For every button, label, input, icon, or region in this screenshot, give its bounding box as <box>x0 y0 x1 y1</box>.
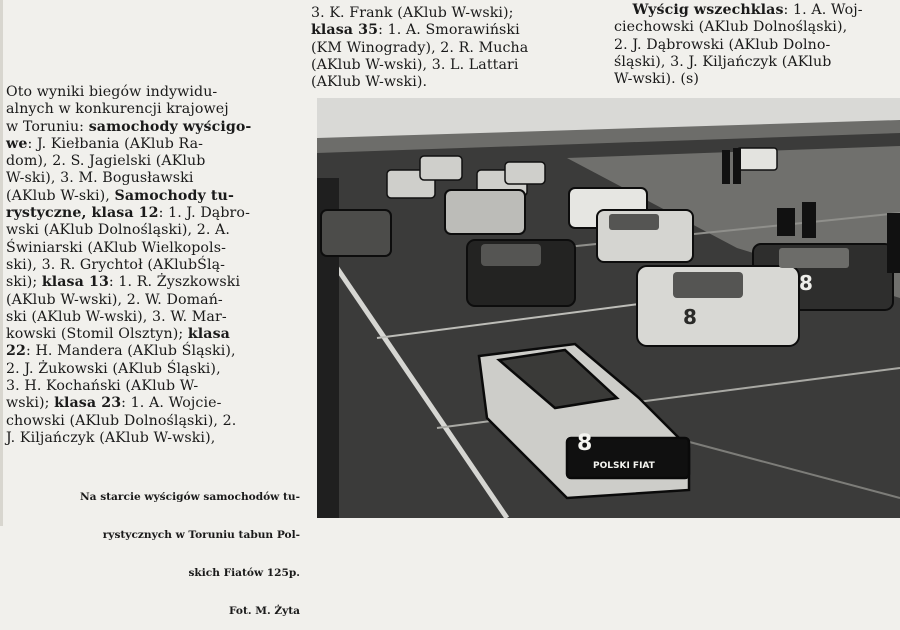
article-line <box>6 274 251 291</box>
text-run: : 1. R. Żyszkowski <box>108 274 241 291</box>
text-run: chowski (AKlub Dolnośląski), 2. <box>6 412 237 429</box>
text-run: wski); <box>6 395 55 412</box>
bold-text: klasa 35 <box>311 22 379 39</box>
text-run: śląski), 3. J. Kiljańczyk (AKlub <box>614 53 832 70</box>
article-line <box>6 136 251 153</box>
article-line <box>6 153 251 170</box>
text-run <box>614 2 632 18</box>
text-run: : 1. A. Smorawiński <box>378 22 520 39</box>
text-run: dom), 2. S. Jagielski (AKlub <box>6 153 206 170</box>
text-run: (KM Winogrady), 2. R. Mucha <box>311 39 529 56</box>
text-run: : H. Mandera (AKlub Śląski), <box>25 343 236 360</box>
article-line <box>311 22 528 39</box>
bold-text: klasa 13 <box>41 274 109 291</box>
text-run: ski (AKlub W-wski), 3. W. Mar- <box>6 308 227 325</box>
bold-text: Wyścig wszechklas <box>632 2 784 18</box>
text-run: 3. H. Kochański (AKlub W- <box>6 378 199 395</box>
bold-text: rystyczne, klasa 12 <box>6 205 159 222</box>
scan-edge <box>0 0 3 526</box>
article-line <box>6 343 251 360</box>
text-run: J. Kiljańczyk (AKlub W-wski), <box>6 429 216 446</box>
text-run: ciechowski (AKlub Dolnośląski), <box>614 19 848 36</box>
article-line <box>311 40 528 57</box>
caption-line: Na starcie wyścigów samochodów tu- <box>79 491 300 504</box>
article-line <box>6 222 251 239</box>
text-run: (AKlub W-wski), 2. W. Domań- <box>6 291 223 308</box>
text-run: W-wski). (s) <box>614 71 700 88</box>
article-line <box>311 5 528 22</box>
article-line <box>614 54 863 71</box>
article-right-column <box>614 2 863 88</box>
text-run: w Toruniu: <box>6 118 89 135</box>
text-run: ski), 3. R. Grychtoł (AKlubŚlą- <box>6 256 226 273</box>
bold-text: Samochody tu- <box>114 187 234 204</box>
article-line <box>6 101 251 118</box>
article-left-column <box>6 84 251 447</box>
article-line <box>6 170 251 187</box>
article-line <box>6 413 251 430</box>
text-run: wski (AKlub Dolnośląski), 2. A. <box>6 222 230 239</box>
car-number: 8 <box>577 431 593 456</box>
text-run: : 1. A. Wojcie- <box>121 395 222 412</box>
bold-text: 22 <box>6 343 26 360</box>
article-line <box>311 74 528 91</box>
text-run: alnych w konkurencji krajowej <box>6 101 229 118</box>
article-line <box>614 71 863 88</box>
caption-line: skich Fiatów 125p. <box>188 566 300 579</box>
article-line <box>311 57 528 74</box>
article-line <box>6 326 251 343</box>
text-run: : 1. J. Dąbro- <box>158 205 250 222</box>
article-line <box>6 84 251 101</box>
text-run: 2. J. Dąbrowski (AKlub Dolno- <box>614 36 831 53</box>
article-line <box>614 37 863 54</box>
article-line <box>6 378 251 395</box>
text-run: Świniarski (AKlub Wielkopols- <box>6 239 226 256</box>
bold-text: we <box>6 135 28 152</box>
race-start-photo <box>317 98 900 518</box>
article-line <box>614 19 863 36</box>
text-run: : J. Kiełbania (AKlub Ra- <box>27 135 204 152</box>
text-run: W-ski), 3. M. Bogusławski <box>6 170 194 187</box>
text-run: : 1. A. Woj- <box>783 2 863 18</box>
bold-text: klasa <box>187 326 230 343</box>
article-line <box>6 119 251 136</box>
text-run: (AKlub W-ski), <box>6 187 115 204</box>
text-run: 3. K. Frank (AKlub W-wski); <box>311 5 514 21</box>
article-line <box>614 2 863 19</box>
text-run: 2. J. Żukowski (AKlub Śląski), <box>6 360 221 377</box>
article-line <box>6 430 251 447</box>
car-number: 8 <box>683 305 697 329</box>
article-middle-column <box>311 5 528 91</box>
text-run: ski); <box>6 274 42 291</box>
article-line <box>6 257 251 274</box>
text-run: Oto wyniki biegów indywidu- <box>6 84 218 100</box>
text-run: (AKlub W-wski). <box>311 74 428 91</box>
article-line <box>6 205 251 222</box>
article-line <box>6 309 251 326</box>
article-line <box>6 188 251 205</box>
article-line <box>6 240 251 257</box>
car-lettering: POLSKI FIAT <box>593 461 655 471</box>
article-line <box>6 292 251 309</box>
caption-line: rystycznych w Toruniu tabun Pol- <box>102 528 300 541</box>
bold-text: klasa 23 <box>54 395 122 412</box>
photo-credit: Fot. M. Żyta <box>228 604 300 617</box>
bold-text: samochody wyścigo- <box>88 118 252 135</box>
car-number: 8 <box>799 271 813 295</box>
article-line <box>6 361 251 378</box>
photo-caption <box>4 466 300 630</box>
text-run: (AKlub W-wski), 3. L. Lattari <box>311 56 519 73</box>
text-run: kowski (Stomil Olsztyn); <box>6 326 188 343</box>
article-line <box>6 395 251 412</box>
